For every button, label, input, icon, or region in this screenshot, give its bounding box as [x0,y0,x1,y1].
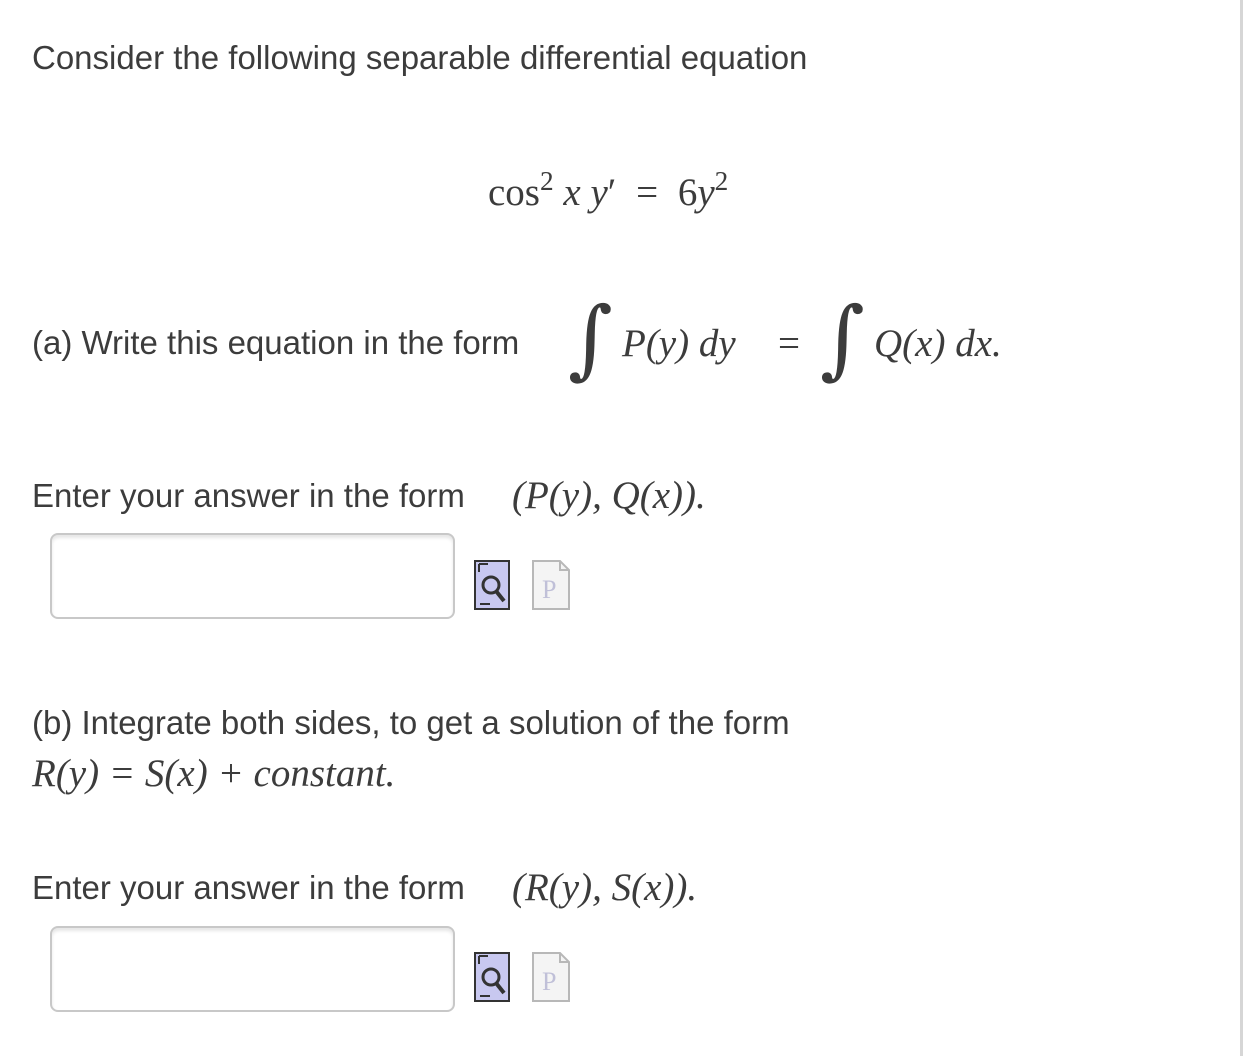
help-icon[interactable] [532,560,570,610]
answer-b-form: (R(y), S(x)). [512,866,698,909]
part-a-right-integrand: Q(x) dx. [874,322,1002,365]
eq-rhs-power: 2 [714,166,729,196]
part-b-form: R(y) = S(x) + constant. [32,752,396,795]
part-a-equals: = [778,322,800,365]
eq-y: y [590,171,608,214]
svg-text:P: P [542,967,557,996]
answer-a-prompt: Enter your answer in the form [32,477,465,514]
eq-rhs-coef: 6 [677,171,698,214]
answer-a-form: (P(y), Q(x)). [512,474,706,517]
answer-a-input[interactable] [50,533,455,619]
integral-sign-left: ∫ [568,289,613,389]
part-a-left-integrand: P(y) dy [622,322,736,365]
eq-prime: ′ [607,171,617,214]
eq-rhs-var: y [697,171,715,214]
svg-text:P: P [542,575,557,604]
intro-text: Consider the following separable differential equation [32,39,808,76]
main-equation [488,168,728,218]
part-b-text: (b) Integrate both sides, to get a solution of the form [32,704,790,741]
help-icon[interactable] [532,952,570,1002]
eq-cos-power: 2 [540,166,554,196]
eq-x: x [563,171,581,214]
eq-cos: cos [488,171,540,214]
preview-icon[interactable] [474,560,510,610]
integral-sign-right: ∫ [820,289,865,389]
answer-b-prompt: Enter your answer in the form [32,869,465,906]
answer-b-input[interactable] [50,926,455,1012]
part-a-text: (a) Write this equation in the form [32,324,520,361]
preview-icon[interactable] [474,952,510,1002]
eq-equals: = [636,171,659,214]
